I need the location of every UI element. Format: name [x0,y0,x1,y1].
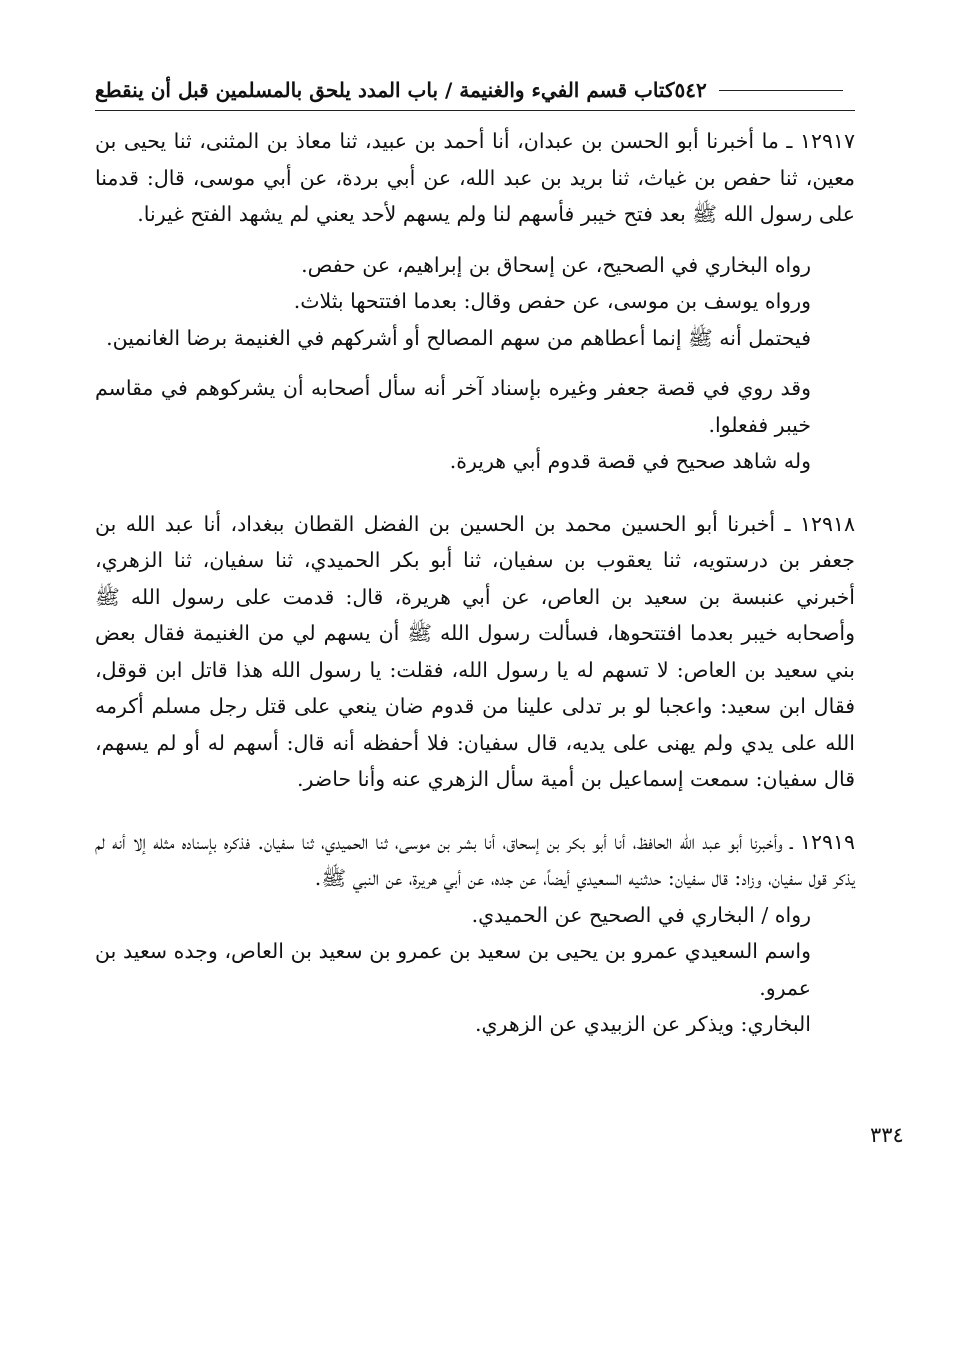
hadith-12917: ١٢٩١٧ ـ ما أخبرنا أبو الحسن بن عبدان، أنا أحمد بن عبيد، ثنا معاذ بن المثنى، ثنا يحيى بن معين، ثنا حفص بن غياث، ثنا بريد بن عبد الله، عن أبي بردة، عن أبي موسى، قال: قدمنا على رسول الله ﷺ بعد فتح خيبر فأسهم لنا ولم يسهم لأحد يعني لم يشهد الفتح غيرنا. [95,129,855,226]
paragraph-riwayah: رواه / البخاري في الصحيح عن الحميدي. [471,902,811,927]
header-rule [719,90,843,91]
paragraph-interpretation: فيحتمل أنه ﷺ إنما أعطاهم من سهم المصالح أو أشركهم في الغنيمة برضا الغانمين. [106,325,811,350]
paragraph-saidi-name: واسم السعيدي عمرو بن يحيى بن سعيد بن عمرو بن سعيد بن العاص، وجده سعيد بن عمرو. [95,939,811,1000]
margin-page-reference: ٣٣٤ [870,1123,904,1147]
paragraph-bukhari: رواه البخاري في الصحيح، عن إسحاق بن إبراهيم، عن حفص. [301,252,811,277]
paragraph-witness: وله شاهد صحيح في قصة قدوم أبي هريرة. [449,449,811,473]
running-header [95,70,855,111]
hadith-12919: ١٢٩١٩ ـ وأخبرنا أبو عبد الله الحافظ، أنا أبو بكر بن إسحاق، أنا بشر بن موسى، ثنا الحميدي، ثنا سفيان. فذكره بإسناده مثله إلا أنه لم يذكر قول سفيان، وزاد: قال سفيان: حدثنيه السعيدي أيضاً، عن جده، عن أبي هريرة، عن النبي ﷺ. [95,829,855,890]
header-title: كتاب قسم الفيء والغنيمة / باب المدد يلحق بالمسلمين قبل أن ينقطع [95,78,675,102]
paragraph-yusuf: ورواه يوسف بن موسى، عن حفص وقال: بعدما افتتحها بثلاث. [293,289,811,313]
hadith-12918: ١٢٩١٨ ـ أخبرنا أبو الحسين محمد بن الحسين بن الفضل القطان ببغداد، أنا عبد الله بن جعفر بن درستويه، ثنا يعقوب بن سفيان، ثنا أبو بكر الحميدي، ثنا سفيان، ثنا الزهري، أخبرني عنبسة بن سعيد بن العاص، عن أبي هريرة، قال: قدمت على رسول الله ﷺ وأصحابه خيبر بعدما افتتحوها، فسألت رسول الله ﷺ أن يسهم لي من الغنيمة فقال بعض بني سعيد بن العاص: لا تسهم له يا رسول الله، فقلت: يا رسول الله هذا قاتل ابن قوقل، فقال ابن سعيد: واعجبا لو بر تدلى علينا من قدوم ضان ينعي على قتل رجل مسلم أكرمه الله على يدي ولم يهنى على يديه، قال سفيان: فلا أحفظه أنه قال: أسهم له أو لم يسهم، قال سفيان: سمعت إسماعيل بن أمية سأل الزهري عنه وأنا حاضر. [95,511,855,791]
page-number: ٥٤٢ [674,78,707,102]
paragraph-zubaidi: البخاري: ويذكر عن الزبيدي عن الزهري. [474,1012,811,1036]
page-body [95,123,855,1043]
paragraph-jafar: وقد روي في قصة جعفر وغيره بإسناد آخر أنه سأل أصحابه أن يشركوهم في مقاسم خيبر ففعلوا. [95,376,811,437]
book-page [95,70,855,1043]
